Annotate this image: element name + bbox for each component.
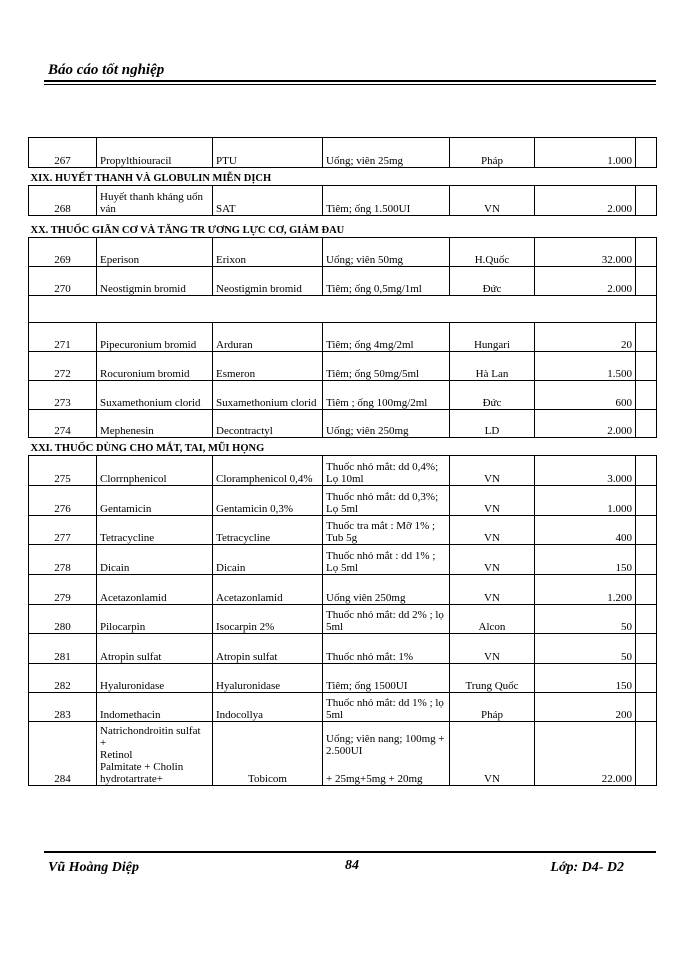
extra-cell [636,634,657,664]
brand-name: Acetazonlamid [213,575,323,605]
table-row [29,605,657,634]
quantity: 1.000 [535,138,636,168]
section-heading-row [29,168,657,186]
origin: VN [450,545,535,575]
brand-name: Arduran [213,323,323,352]
dosage-form: Tiêm; ống 50mg/5ml [323,352,450,381]
section-heading-row [29,438,657,456]
brand-name: Indocollya [213,693,323,722]
quantity: 50 [535,605,636,634]
section-heading: XXI. THUỐC DÙNG CHO MẮT, TAI, MŨI HỌNG [29,438,657,456]
table-row [29,486,657,516]
origin: LD [450,410,535,438]
brand-name: Dicain [213,545,323,575]
brand-name: Suxamethonium clorid [213,381,323,410]
drug-name: Rocuronium bromid [97,352,213,381]
origin: Đức [450,381,535,410]
origin: Alcon [450,605,535,634]
drug-number: 284 [29,722,97,786]
quantity: 50 [535,634,636,664]
drug-name-line: hydrotartrate+ [100,773,164,785]
origin: Pháp [450,693,535,722]
quantity: 600 [535,381,636,410]
table-row [29,238,657,267]
brand-name: PTU [213,138,323,168]
origin: VN [450,486,535,516]
table-row [29,352,657,381]
drug-number: 272 [29,352,97,381]
drug-number: 270 [29,267,97,296]
extra-cell [636,575,657,605]
extra-cell [636,138,657,168]
table-row [29,186,657,216]
quantity: 1.000 [535,486,636,516]
drug-name: Hyaluronidase [97,664,213,693]
dosage-form: Thuốc nhỏ mắt: dd 0,4%; Lọ 10ml [323,456,450,486]
drug-name: Eperison [97,238,213,267]
table-row [29,267,657,296]
brand-name: Tobicom [213,722,323,786]
extra-cell [636,486,657,516]
brand-name: Hyaluronidase [213,664,323,693]
quantity: 1.500 [535,352,636,381]
table-row [29,410,657,438]
brand-name: Erixon [213,238,323,267]
drug-name: Tetracycline [97,516,213,545]
drug-name: Pilocarpin [97,605,213,634]
dosage-form: Uống; viên 25mg [323,138,450,168]
table-row [29,693,657,722]
drug-number: 275 [29,456,97,486]
table-row [29,575,657,605]
quantity: 200 [535,693,636,722]
dosage-form: Uống; viên 250mg [323,410,450,438]
drug-name-line: Natrichondroitin sulfat + [100,725,201,749]
page-number: 84 [345,858,359,873]
brand-name: Esmeron [213,352,323,381]
drug-number: 282 [29,664,97,693]
dosage-form: Tiêm; ống 1500UI [323,664,450,693]
drug-number: 269 [29,238,97,267]
extra-cell [636,693,657,722]
extra-cell [636,545,657,575]
drug-name: Mephenesin [97,410,213,438]
drug-name: Indomethacin [97,693,213,722]
drug-number: 279 [29,575,97,605]
drug-name [97,722,213,786]
brand-name: Gentamicin 0,3% [213,486,323,516]
drug-number: 268 [29,186,97,216]
table-row [29,664,657,693]
drug-number: 278 [29,545,97,575]
section-heading: XX. THUỐC GIÃN CƠ VÀ TĂNG TR ƯƠNG LỰC CƠ, GIẢM ĐAU [29,216,657,238]
quantity: 32.000 [535,238,636,267]
dosage-form: Thuốc nhỏ mắt: dd 0,3%; Lọ 5ml [323,486,450,516]
extra-cell [636,352,657,381]
section-heading-row [29,216,657,238]
quantity: 2.000 [535,186,636,216]
drug-number: 273 [29,381,97,410]
origin: Trung Quốc [450,664,535,693]
brand-name: Atropin sulfat [213,634,323,664]
origin: VN [450,634,535,664]
table-row [29,516,657,545]
dosage-form: Tiêm; ống 1.500UI [323,186,450,216]
origin: Hungari [450,323,535,352]
drug-name: Propylthiouracil [97,138,213,168]
table-row [29,138,657,168]
brand-name: Neostigmin bromid [213,267,323,296]
quantity: 3.000 [535,456,636,486]
blank-cell [29,296,657,323]
dosage-form: Tiêm; ống 4mg/2ml [323,323,450,352]
extra-cell [636,456,657,486]
drug-number: 281 [29,634,97,664]
drug-number: 274 [29,410,97,438]
table-row [29,634,657,664]
quantity: 150 [535,545,636,575]
footer-class: Lớp: D4- D2 [550,860,624,875]
quantity: 2.000 [535,410,636,438]
quantity: 150 [535,664,636,693]
drug-name: Neostigmin bromid [97,267,213,296]
brand-name: SAT [213,186,323,216]
drug-number: 267 [29,138,97,168]
brand-name: Tetracycline [213,516,323,545]
table-row [29,381,657,410]
origin: Hà Lan [450,352,535,381]
quantity: 20 [535,323,636,352]
extra-cell [636,410,657,438]
header-rule [44,80,656,82]
origin: VN [450,456,535,486]
dosage-form-line: + 25mg+5mg + 20mg [326,773,423,785]
dosage-form: Thuốc nhỏ mắt : dd 1% ; Lọ 5ml [323,545,450,575]
drug-name: Dicain [97,545,213,575]
drug-name: Atropin sulfat [97,634,213,664]
footer-author: Vũ Hoàng Diệp [48,860,140,875]
quantity: 400 [535,516,636,545]
origin: VN [450,722,535,786]
quantity: 2.000 [535,267,636,296]
footer-rule [44,851,656,853]
drug-number: 283 [29,693,97,722]
drug-name: Gentamicin [97,486,213,516]
extra-cell [636,605,657,634]
dosage-form: Tiêm ; ống 100mg/2ml [323,381,450,410]
brand-name: Isocarpin 2% [213,605,323,634]
drug-number: 280 [29,605,97,634]
origin: H.Quốc [450,238,535,267]
page-header-title: Báo cáo tốt nghiệp [48,62,165,78]
drug-name: Huyết thanh kháng uốn ván [97,186,213,216]
extra-cell [636,238,657,267]
extra-cell [636,516,657,545]
extra-cell [636,381,657,410]
origin: Pháp [450,138,535,168]
origin: VN [450,186,535,216]
dosage-form-line: Uống; viên nang; 100mg + 2.500UI [326,733,445,757]
dosage-form: Uống viên 250mg [323,575,450,605]
drug-name-line: Retinol [100,749,133,761]
dosage-form: Uống; viên 50mg [323,238,450,267]
section-heading: XIX. HUYẾT THANH VÀ GLOBULIN MIỄN DỊCH [29,168,657,186]
extra-cell [636,323,657,352]
table-row [29,456,657,486]
brand-name: Cloramphenicol 0,4% [213,456,323,486]
table-row [29,323,657,352]
drug-number: 277 [29,516,97,545]
dosage-form: Thuốc nhỏ mắt: dd 2% ; lọ 5ml [323,605,450,634]
extra-cell [636,186,657,216]
dosage-form: Thuốc nhỏ mắt: dd 1% ; lọ 5ml [323,693,450,722]
table-row [29,545,657,575]
drug-name: Pipecuronium bromid [97,323,213,352]
drug-name-line: Palmitate + Cholin [100,761,184,773]
extra-cell [636,664,657,693]
drug-number: 276 [29,486,97,516]
drug-table [28,137,657,786]
quantity: 1.200 [535,575,636,605]
header-rule-thin [44,84,656,85]
extra-cell [636,267,657,296]
dosage-form: Tiêm; ống 0,5mg/1ml [323,267,450,296]
drug-name: Clorrnphenicol [97,456,213,486]
brand-name: Decontractyl [213,410,323,438]
drug-name: Acetazonlamid [97,575,213,605]
quantity: 22.000 [535,722,636,786]
drug-number: 271 [29,323,97,352]
origin: VN [450,516,535,545]
table-row [29,722,657,786]
dosage-form [323,722,450,786]
origin: VN [450,575,535,605]
blank-row [29,296,657,323]
extra-cell [636,722,657,786]
drug-name: Suxamethonium clorid [97,381,213,410]
origin: Đức [450,267,535,296]
dosage-form: Thuốc nhỏ mắt: 1% [323,634,450,664]
dosage-form: Thuốc tra mắt : Mỡ 1% ; Tub 5g [323,516,450,545]
